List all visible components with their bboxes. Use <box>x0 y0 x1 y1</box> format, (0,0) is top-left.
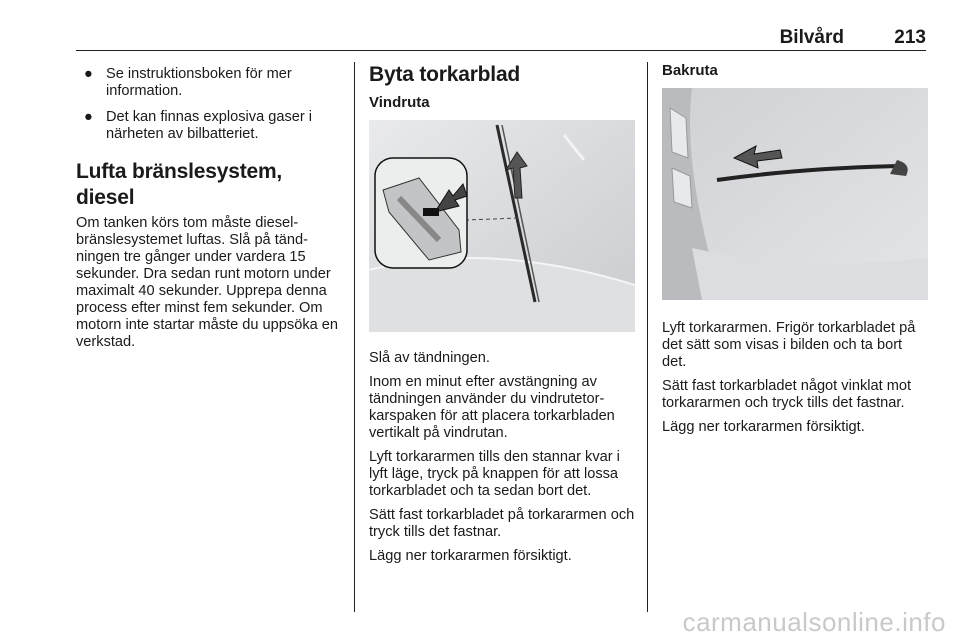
body-paragraph: Slå av tändningen. <box>369 350 490 366</box>
bullet-icon: ● <box>84 66 93 82</box>
body-paragraph: Lyft torkararmen. Frigör torkarbladet på det sätt som visas i bilden och ta bort det. <box>662 320 916 370</box>
body-paragraph: Sätt fast torkarbladet något vinklat mot torkararmen och tryck tills det fastnar. <box>662 378 912 411</box>
section-heading-wiper: Byta torkarblad <box>369 63 521 86</box>
list-item: ● Det kan finnas explosiva gaser i närheten av bilbatteriet. <box>84 109 313 142</box>
rear-wiper-illustration <box>662 88 928 300</box>
column-divider-2 <box>647 62 648 612</box>
subheading-rear-window: Bakruta <box>662 62 718 79</box>
body-paragraph: Lyft torkararmen tills den stannar kvar i lyft läge, tryck på knappen för att lossa torkarbladet och ta sedan bort det. <box>369 449 620 499</box>
column-divider-1 <box>354 62 355 612</box>
list-item: ● Se instruktionsboken för mer information. <box>84 66 292 99</box>
body-paragraph: Sätt fast torkarbladet på torkararmen och tryck tills det fastnar. <box>369 507 635 540</box>
page-header <box>76 0 926 52</box>
body-paragraph: Lägg ner torkararmen försiktigt. <box>369 548 572 564</box>
column-3 <box>662 62 928 443</box>
watermark: carmanualsonline.info <box>682 607 946 637</box>
column-2 <box>369 62 635 572</box>
header-rule <box>76 50 926 51</box>
column-1 <box>76 62 346 358</box>
section-heading-fuel: Lufta bränslesystem, diesel <box>76 160 283 209</box>
windshield-wiper-illustration <box>369 120 635 332</box>
body-paragraph: Om tanken körs tom måste dieselbränslesystemet luftas. Slå på tändningen tre gånger under vardera 15 sekunder. Dra sedan runt motorn under maximalt 40 sekunder. Upprepa denna process efter minst fem sekunder. Om motorn inte startar måste du uppsöka en verkstad. <box>76 215 339 350</box>
body-paragraph: Inom en minut efter avstängning av tändningen använder du vindrutetorkarspaken för att placera torkarbladen vertikalt på vindrutan. <box>369 374 615 441</box>
bullet-icon: ● <box>84 109 93 125</box>
subheading-windshield: Vindruta <box>369 94 430 111</box>
page-number: 213 <box>894 27 926 48</box>
section-title: Bilvård <box>779 27 844 48</box>
body-paragraph: Lägg ner torkararmen försiktigt. <box>662 419 865 435</box>
bullet-list <box>76 66 346 143</box>
